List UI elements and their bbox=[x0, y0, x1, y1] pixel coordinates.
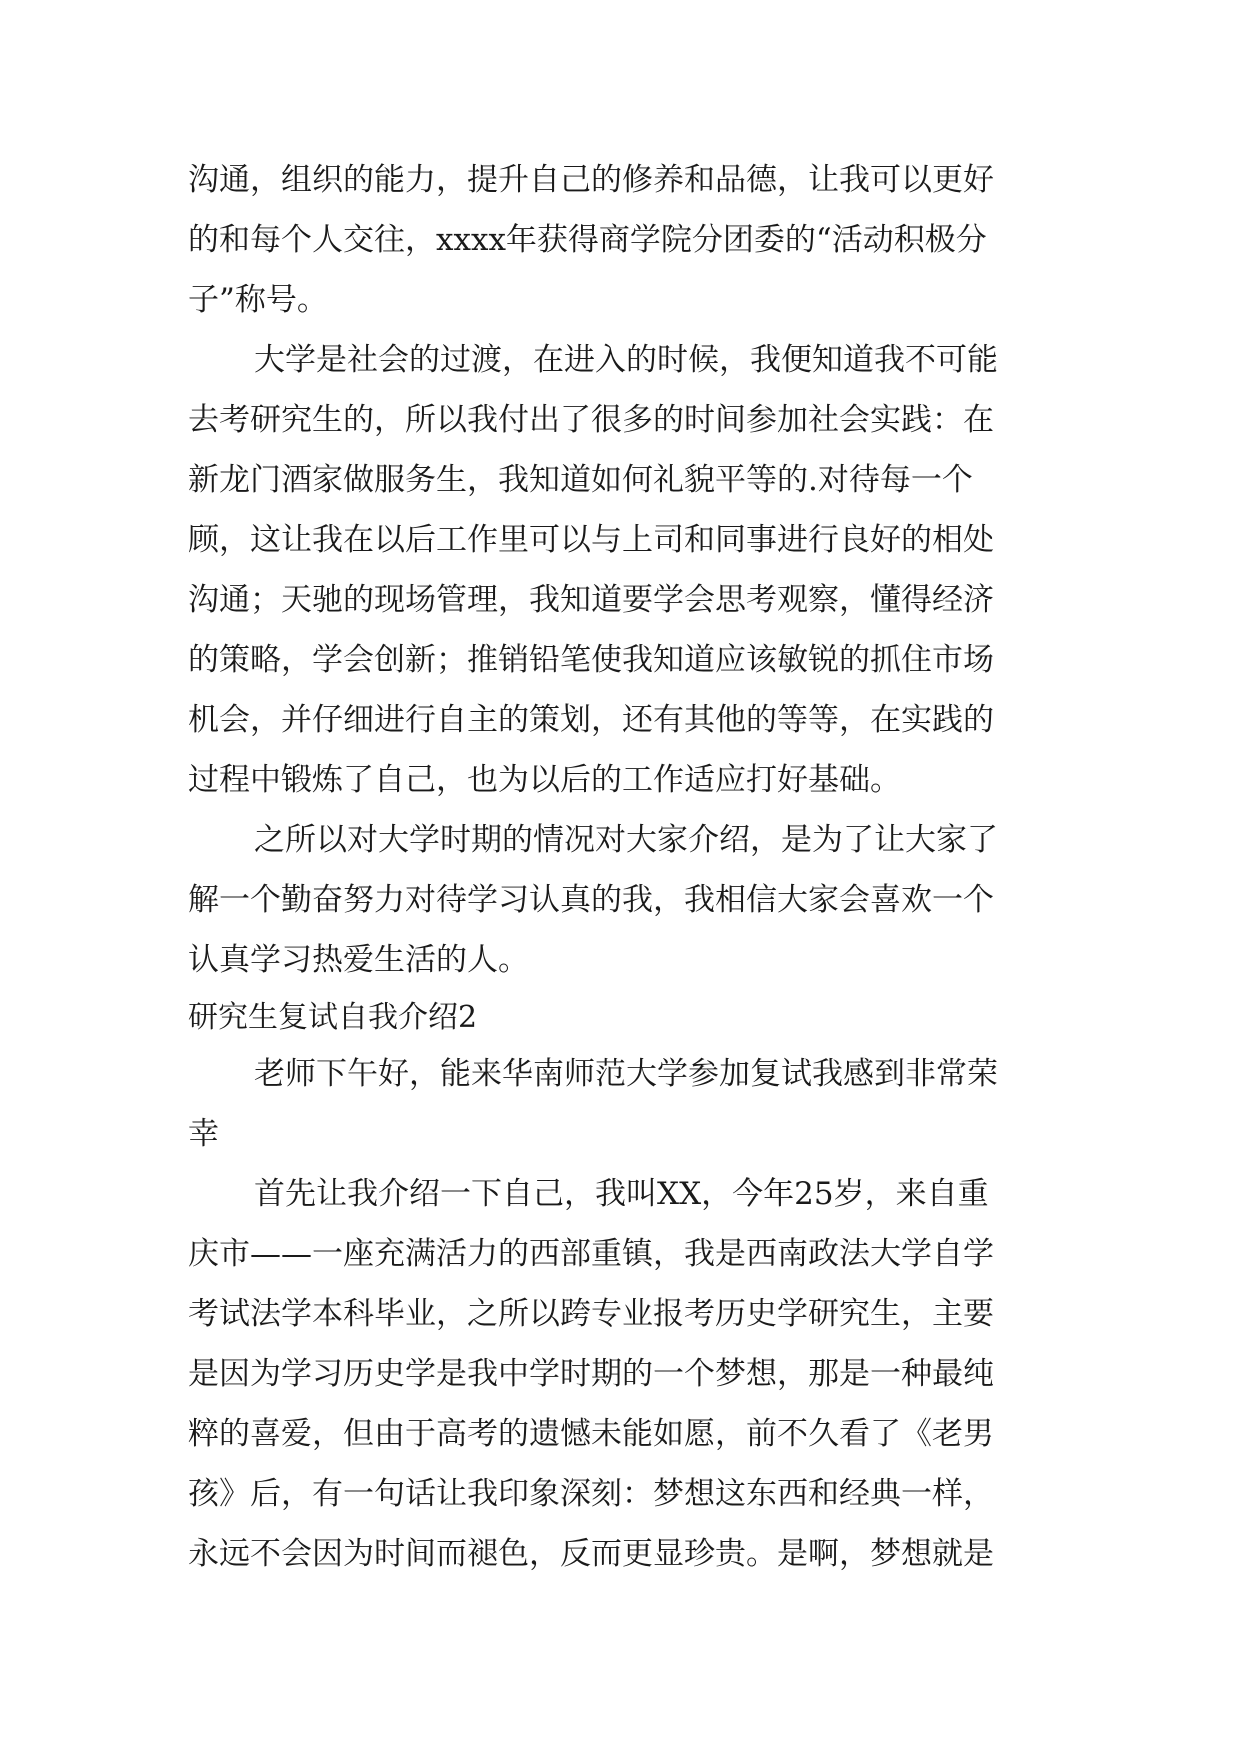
paragraph-line: 幸 bbox=[188, 1116, 219, 1152]
section-heading: 研究生复试自我介绍2 bbox=[188, 1000, 478, 1035]
paragraph-line: 首先让我介绍一下自己，我叫XX，今年25岁，来自重 bbox=[254, 1176, 989, 1212]
paragraph-line: 孩》后，有一句话让我印象深刻：梦想这东西和经典一样， bbox=[188, 1476, 994, 1512]
paragraph-line: 去考研究生的，所以我付出了很多的时间参加社会实践：在 bbox=[188, 402, 994, 438]
paragraph-1 bbox=[188, 150, 1056, 330]
paragraph-line: 之所以对大学时期的情况对大家介绍，是为了让大家了 bbox=[254, 822, 998, 858]
paragraph-2 bbox=[188, 330, 1056, 810]
paragraph-line: 粹的喜爱，但由于高考的遗憾未能如愿，前不久看了《老男 bbox=[188, 1416, 994, 1452]
paragraph-line: 庆市——一座充满活力的西部重镇，我是西南政法大学自学 bbox=[188, 1236, 994, 1272]
paragraph-line: 是因为学习历史学是我中学时期的一个梦想，那是一种最纯 bbox=[188, 1356, 994, 1392]
paragraph-line: 解一个勤奋努力对待学习认真的我，我相信大家会喜欢一个 bbox=[188, 882, 994, 918]
paragraph-line: 老师下午好，能来华南师范大学参加复试我感到非常荣 bbox=[254, 1056, 998, 1092]
paragraph-line: 新龙门酒家做服务生，我知道如何礼貌平等的.对待每一个 bbox=[188, 462, 973, 498]
paragraph-3 bbox=[188, 810, 1056, 990]
paragraph-line: 永远不会因为时间而褪色，反而更显珍贵。是啊，梦想就是 bbox=[188, 1536, 994, 1572]
paragraph-line: 机会，并仔细进行自主的策划，还有其他的等等，在实践的 bbox=[188, 702, 994, 738]
paragraph-line: 考试法学本科毕业，之所以跨专业报考历史学研究生，主要 bbox=[188, 1296, 994, 1332]
paragraph-line: 过程中锻炼了自己，也为以后的工作适应打好基础。 bbox=[188, 762, 901, 798]
paragraph-line: 认真学习热爱生活的人。 bbox=[188, 942, 529, 978]
paragraph-line: 大学是社会的过渡，在进入的时候，我便知道我不可能 bbox=[254, 342, 998, 378]
document-page bbox=[188, 150, 1056, 1584]
paragraph-line: 沟通；天驰的现场管理，我知道要学会思考观察，懂得经济 bbox=[188, 582, 994, 618]
paragraph-5 bbox=[188, 1164, 1056, 1584]
paragraph-line: 沟通，组织的能力，提升自己的修养和品德，让我可以更好 bbox=[188, 162, 994, 198]
paragraph-line: 子”称号。 bbox=[188, 282, 328, 318]
paragraph-line: 顾，这让我在以后工作里可以与上司和同事进行良好的相处 bbox=[188, 522, 994, 558]
paragraph-line: 的策略，学会创新；推销铅笔使我知道应该敏锐的抓住市场 bbox=[188, 642, 994, 678]
paragraph-line: 的和每个人交往，xxxx年获得商学院分团委的“活动积极分 bbox=[188, 222, 987, 258]
paragraph-4 bbox=[188, 1044, 1056, 1164]
